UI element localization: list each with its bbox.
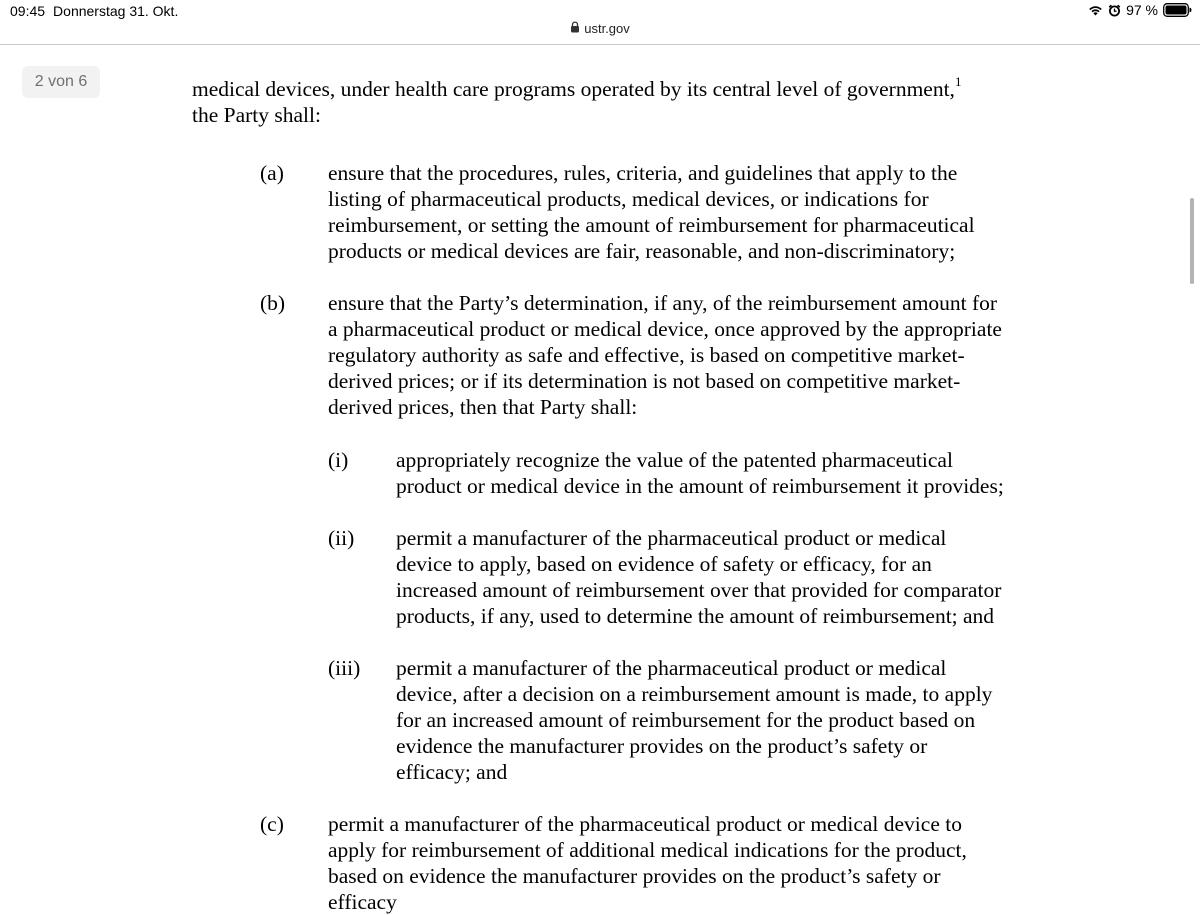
item-a-line-4: products or medical devices are fair, reasonable, and non-discriminatory; xyxy=(328,239,956,263)
status-date: Donnerstag 31. Okt. xyxy=(53,3,179,19)
footnote-reference[interactable]: 1 xyxy=(954,73,962,89)
intro-line-1: medical devices, under health care programs operated by its central level of government,$^1$ xyxy=(192,73,962,101)
item-b-line-1: ensure that the Party’s determination, if any, of the reimbursement amount for xyxy=(328,291,998,315)
item-b-line-2: a pharmaceutical product or medical device, once approved by the appropriate xyxy=(328,317,1002,341)
item-iii-line-2: device, after a decision on a reimbursement amount is made, to apply xyxy=(396,682,993,706)
item-a-line-2: listing of pharmaceutical products, medical devices, or indications for xyxy=(328,187,929,211)
item-i-line-1: appropriately recognize the value of the patented pharmaceutical xyxy=(396,448,953,472)
item-iii-line-1: permit a manufacturer of the pharmaceutical product or medical xyxy=(396,656,947,680)
intro-line-2: the Party shall: xyxy=(192,103,321,127)
item-ii-marker: (ii) xyxy=(328,526,355,550)
scroll-indicator[interactable] xyxy=(1190,198,1194,284)
item-c-marker: (c) xyxy=(260,812,284,836)
item-c-line-1: permit a manufacturer of the pharmaceutical product or medical device to xyxy=(328,812,962,836)
item-c-line-4: efficacy xyxy=(328,890,397,914)
item-iii-line-3: for an increased amount of reimbursement for the product based on xyxy=(396,708,976,732)
item-b-line-3: regulatory authority as safe and effective, is based on competitive market- xyxy=(328,343,965,367)
battery-percentage: 97 % xyxy=(1126,2,1158,18)
item-ii-line-1: permit a manufacturer of the pharmaceutical product or medical xyxy=(396,526,947,550)
item-i-line-2: product or medical device in the amount of reimbursement it provides; xyxy=(396,474,1004,498)
item-ii-line-4: products, if any, used to determine the amount of reimbursement; and xyxy=(396,604,995,628)
item-b-line-4: derived prices; or if its determination is not based on competitive market- xyxy=(328,369,961,393)
item-c-line-3: based on evidence the manufacturer provides on the product’s safety or xyxy=(328,864,941,888)
item-iii-marker: (iii) xyxy=(328,656,361,680)
item-i-marker: (i) xyxy=(328,448,349,472)
item-b-line-5: derived prices, then that Party shall: xyxy=(328,395,638,419)
item-a-marker: (a) xyxy=(260,161,284,185)
address-domain: ustr.gov xyxy=(584,21,630,36)
item-c-line-2: apply for reimbursement of additional medical indications for the product, xyxy=(328,838,967,862)
item-a-line-3: reimbursement, or setting the amount of reimbursement for pharmaceutical xyxy=(328,213,975,237)
status-time: 09:45 xyxy=(10,3,46,19)
page-indicator[interactable]: 2 von 6 xyxy=(22,66,100,98)
item-iii-line-5: efficacy; and xyxy=(396,760,508,784)
item-ii-line-2: device to apply, based on evidence of safety or efficacy, for an xyxy=(396,552,932,576)
item-a-line-1: ensure that the procedures, rules, criteria, and guidelines that apply to the xyxy=(328,161,958,185)
item-iii-line-4: evidence the manufacturer provides on the product’s safety or xyxy=(396,734,928,758)
item-b-marker: (b) xyxy=(260,291,286,315)
item-ii-line-3: increased amount of reimbursement over that provided for comparator xyxy=(396,578,1002,602)
